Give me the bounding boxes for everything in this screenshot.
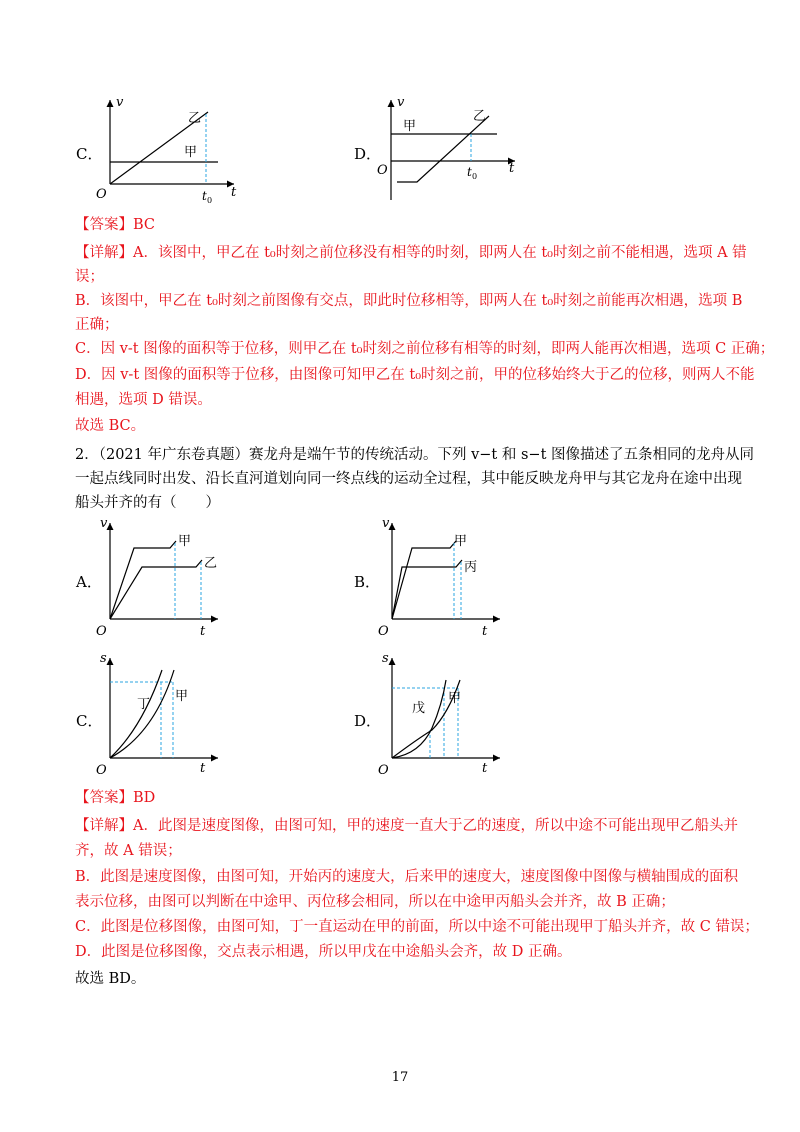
t0-sub: 0 — [207, 196, 213, 205]
q2-detail-line-6: D．此图是位移图像，交点表示相遇，所以甲戊在中途船头会齐，故 D 正确。 — [75, 944, 572, 960]
line-yi — [110, 560, 202, 619]
t0-sub: 0 — [472, 172, 478, 181]
q2-detail-line-4: 表示位移，由图可以判断在中途甲、丙位移会相同，所以在中途甲丙船头会并齐，故 B 正确； — [75, 894, 675, 910]
q2-option-b-label: B． — [354, 573, 381, 591]
q1-detail-line-6: D．因 v-t 图像的面积等于位移，由图像可知甲乙在 t₀时刻之前，甲的位移始终大于乙的位移，则两人不能 — [75, 367, 755, 383]
answer-tag: 【答案】 — [75, 217, 133, 233]
q2-stem-line-2: 一起点线同时出发、沿长直河道划向同一终点线的运动全过程，其中能反映龙舟甲与其它龙舟在途中出现 — [75, 471, 742, 487]
q2-detail-line-1: 【详解】A．此图是速度图像，由图可知，甲的速度一直大于乙的速度，所以中途不可能出现甲乙船头并 — [75, 818, 738, 834]
y-axis-label: v — [116, 95, 124, 110]
svg-text:s: s — [382, 651, 389, 666]
svg-text:v: v — [382, 516, 390, 531]
q2-detail-line-2: 齐，故 A 错误； — [75, 843, 182, 859]
q1-detail-line-3: B．该图中，甲乙在 t₀时刻之前图像有交点，即此时位移相等，即两人在 t₀时刻之前能再次相遇，选项 B — [75, 293, 743, 309]
q1-detail-line-8: 故选 BC。 — [75, 418, 146, 434]
answer-tag: 【答案】 — [75, 790, 133, 806]
q1-option-d-label: D． — [354, 145, 382, 163]
curve-jia — [110, 670, 174, 758]
y-axis-label: v — [397, 95, 405, 110]
svg-text:v: v — [100, 516, 108, 531]
q1-detail-line-4: 正确； — [75, 317, 119, 333]
q2-figure-c — [90, 650, 230, 778]
line-jia — [392, 541, 456, 619]
svg-text:s: s — [100, 651, 107, 666]
q2-conclusion: 故选 BD。 — [75, 971, 146, 987]
label-jia: 甲 — [448, 691, 462, 706]
label-jia: 甲 — [403, 119, 417, 134]
q1-option-c-label: C． — [76, 145, 103, 163]
label-ding: 丁 — [137, 697, 151, 712]
label-yi: 乙 — [188, 111, 202, 126]
q2-option-a-label: A． — [76, 573, 102, 591]
label-bing: 丙 — [464, 560, 478, 575]
x-axis-label: t — [509, 161, 515, 176]
t0-label: t — [202, 189, 207, 203]
q2-figure-b — [372, 515, 512, 640]
detail-tag: 【详解】 — [75, 818, 133, 834]
label-jia: 甲 — [184, 145, 198, 160]
svg-text:O: O — [378, 763, 389, 778]
svg-text:t: t — [200, 761, 206, 776]
q1-answer — [75, 214, 155, 236]
q2-detail-line-5: C．此图是位移图像，由图可知，丁一直运动在甲的前面，所以中途不可能出现甲丁船头并齐，故 C 错误； — [75, 919, 759, 935]
svg-text:t: t — [482, 761, 488, 776]
q1-figure-d — [377, 92, 527, 204]
svg-text:t: t — [482, 624, 488, 639]
page-number: 17 — [391, 1070, 409, 1085]
q1-detail-line-1: 【详解】A．该图中，甲乙在 t₀时刻之前位移没有相等的时刻，即两人在 t₀时刻之前不能相遇，选项 A 错 — [75, 245, 747, 261]
answer-value: BD — [133, 790, 156, 806]
answer-value: BC — [133, 217, 156, 233]
q2-stem-line-1: 2．（2021 年广东卷真题）赛龙舟是端午节的传统活动。下列 v−t 和 s−t 图像描述了五条相同的龙舟从同 — [75, 447, 755, 463]
curve-wu — [392, 680, 446, 758]
svg-text:O: O — [96, 763, 107, 778]
label-jia: 甲 — [175, 689, 189, 704]
label-jia: 甲 — [178, 534, 192, 549]
label-yi: 乙 — [204, 556, 218, 571]
q2-answer — [75, 787, 155, 809]
label-wu: 戊 — [412, 701, 426, 716]
svg-text:t: t — [200, 624, 206, 639]
line-bing — [392, 560, 462, 619]
x-axis-label: t — [231, 185, 237, 200]
label-jia: 甲 — [454, 534, 468, 549]
label-yi: 乙 — [473, 109, 487, 124]
svg-text:O: O — [378, 624, 389, 639]
origin-label: O — [96, 187, 107, 202]
svg-text:O: O — [96, 624, 107, 639]
origin-label: O — [377, 163, 388, 178]
q1-detail-line-7: 相遇，选项 D 错误。 — [75, 392, 212, 408]
q2-option-c-label: C． — [76, 712, 103, 730]
line-jia — [110, 541, 176, 619]
t0-label: t — [467, 165, 472, 179]
q1-detail-line-2: 误； — [75, 269, 104, 285]
q2-stem-line-3: 船头并齐的有（ ） — [75, 495, 220, 511]
detail-tag: 【详解】 — [75, 245, 133, 261]
q1-figure-c — [96, 92, 246, 204]
q2-detail-line-3: B．此图是速度图像，由图可知，开始丙的速度大，后来甲的速度大，速度图像中图像与横轴围成的面积 — [75, 869, 739, 885]
q2-figure-a — [90, 515, 230, 640]
q2-option-d-label: D． — [354, 712, 382, 730]
q1-detail-line-5: C．因 v-t 图像的面积等于位移，则甲乙在 t₀时刻之前位移有相等的时刻，即两人能再次相遇，选项 C 正确； — [75, 341, 775, 357]
q2-figure-d — [372, 650, 512, 778]
